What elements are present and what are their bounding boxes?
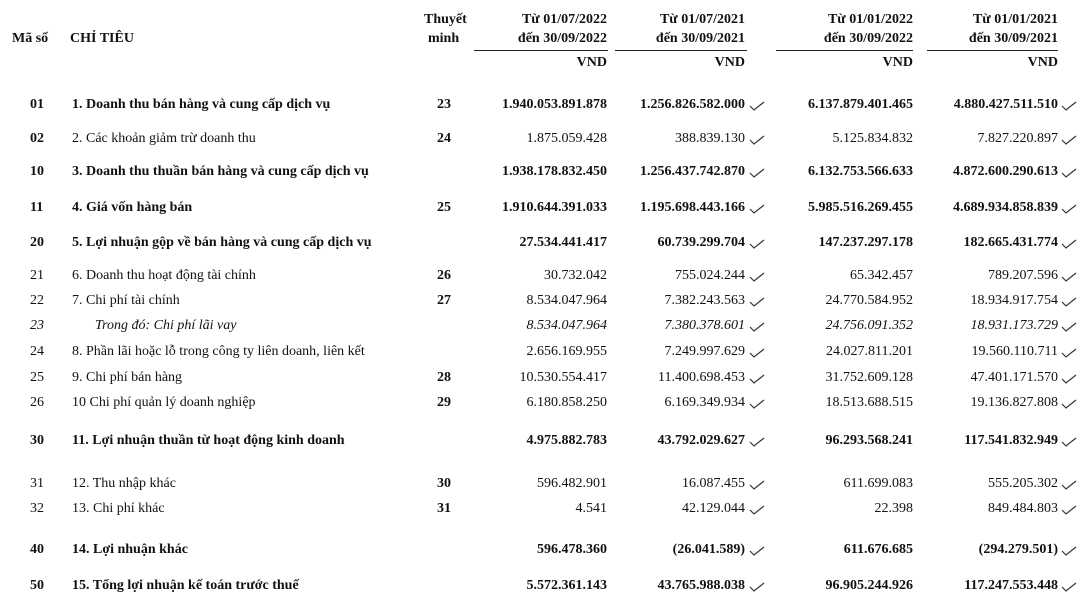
check-mark-icon [748,398,766,410]
row-code: 22 [30,293,44,308]
col4-header-line2: đến 30/09/2021 [968,31,1058,46]
check-mark-icon [1060,296,1078,308]
row-value-q3-2022: 596.482.901 [537,476,607,491]
row-code: 02 [30,131,44,146]
check-mark-icon [1060,271,1078,283]
row-value-9m-2021: 19.560.110.711 [971,344,1058,359]
col1-header-line1: Từ 01/07/2022 [521,12,607,27]
col2-header-line1: Từ 01/07/2021 [659,12,745,27]
check-mark-icon [748,203,766,215]
row-value-q3-2021: 6.169.349.934 [664,395,745,410]
row-value-9m-2021: 117.541.832.949 [964,433,1058,448]
row-value-q3-2021: 1.195.698.443.166 [640,200,745,215]
row-value-9m-2022: 5.985.516.269.455 [808,200,913,215]
row-item: 4. Giá vốn hàng bán [72,200,193,215]
col4-header-rule [927,50,1058,51]
row-value-q3-2022: 10.530.554.417 [519,370,607,385]
row-code: 21 [30,268,44,283]
check-mark-icon [748,373,766,385]
row-value-q3-2022: 8.534.047.964 [526,318,607,333]
row-code: 31 [30,476,44,491]
check-mark-icon [1060,167,1078,179]
row-value-q3-2021: 7.249.997.629 [664,344,745,359]
check-mark-icon [748,134,766,146]
check-mark-icon [748,238,766,250]
row-value-q3-2022: 4.975.882.783 [526,433,607,448]
row-value-q3-2022: 2.656.169.955 [526,344,607,359]
row-item: 5. Lợi nhuận gộp về bán hàng và cung cấp dịch vụ [72,235,372,250]
row-value-q3-2021: 60.739.299.704 [657,235,745,250]
check-mark-icon [1060,347,1078,359]
check-mark-icon [1060,436,1078,448]
col3-currency: VND [882,55,913,70]
col3-header-line1: Từ 01/01/2022 [827,12,913,27]
col3-header-line2: đến 30/09/2022 [823,31,913,46]
row-value-9m-2022: 5.125.834.832 [832,131,913,146]
row-value-9m-2021: 4.880.427.511.510 [953,97,1058,112]
row-value-9m-2022: 65.342.457 [850,268,913,283]
note-header-line1: Thuyết [424,12,467,27]
row-value-9m-2022: 6.132.753.566.633 [808,164,913,179]
row-note: 25 [437,200,451,215]
col1-currency: VND [576,55,607,70]
row-value-q3-2021: 1.256.437.742.870 [640,164,745,179]
row-value-9m-2021: (294.279.501) [978,542,1058,557]
row-value-9m-2021: 7.827.220.897 [977,131,1058,146]
row-code: 24 [30,344,44,359]
row-item: 6. Doanh thu hoạt động tài chính [72,268,256,283]
row-note: 23 [437,97,451,112]
check-mark-icon [1060,545,1078,557]
row-value-9m-2021: 18.931.173.729 [970,318,1058,333]
row-item: 13. Chi phí khác [72,501,165,516]
row-note: 30 [437,476,451,491]
row-value-9m-2022: 611.676.685 [843,542,913,557]
row-value-q3-2021: 43.792.029.627 [657,433,745,448]
row-value-9m-2022: 96.905.244.926 [825,578,913,593]
row-value-9m-2022: 24.027.811.201 [826,344,913,359]
col1-header-line2: đến 30/09/2022 [517,31,607,46]
row-note: 24 [437,131,451,146]
row-value-9m-2022: 611.699.083 [843,476,913,491]
row-item: 9. Chi phí bán hàng [72,370,183,385]
row-item: 2. Các khoản giảm trừ doanh thu [72,131,256,146]
row-value-q3-2021: 7.382.243.563 [664,293,745,308]
row-value-9m-2021: 117.247.553.448 [964,578,1058,593]
check-mark-icon [1060,238,1078,250]
row-value-q3-2022: 1.910.644.391.033 [502,200,607,215]
row-value-9m-2021: 555.205.302 [988,476,1058,491]
row-value-9m-2021: 4.872.600.290.613 [953,164,1058,179]
row-value-9m-2022: 31.752.609.128 [825,370,913,385]
row-value-9m-2022: 24.770.584.952 [825,293,913,308]
check-mark-icon [1060,504,1078,516]
row-value-q3-2021: (26.041.589) [672,542,745,557]
row-value-9m-2022: 6.137.879.401.465 [808,97,913,112]
row-value-9m-2022: 96.293.568.241 [825,433,913,448]
check-mark-icon [1060,479,1078,491]
row-note: 29 [437,395,451,410]
row-value-q3-2021: 755.024.244 [675,268,745,283]
row-value-q3-2021: 1.256.826.582.000 [640,97,745,112]
code-header: Mã số [12,31,49,46]
row-code: 32 [30,501,44,516]
row-note: 27 [437,293,451,308]
row-value-9m-2022: 18.513.688.515 [825,395,913,410]
row-code: 01 [30,97,44,112]
row-value-q3-2022: 5.572.361.143 [526,578,607,593]
row-value-9m-2022: 24.756.091.352 [825,318,913,333]
check-mark-icon [1060,398,1078,410]
row-value-9m-2021: 4.689.934.858.839 [953,200,1058,215]
row-note: 31 [437,501,451,516]
col2-header-rule [615,50,747,51]
row-value-9m-2021: 182.665.431.774 [963,235,1058,250]
check-mark-icon [748,436,766,448]
row-value-q3-2022: 4.541 [575,501,607,516]
row-item: Trong đó: Chi phí lãi vay [95,318,237,333]
row-value-9m-2021: 18.934.917.754 [970,293,1058,308]
check-mark-icon [1060,203,1078,215]
row-item: 11. Lợi nhuận thuần từ hoạt động kinh doanh [72,433,345,448]
row-value-q3-2022: 30.732.042 [544,268,607,283]
row-value-q3-2022: 27.534.441.417 [519,235,607,250]
row-value-9m-2021: 47.401.171.570 [970,370,1058,385]
row-value-q3-2022: 1.938.178.832.450 [502,164,607,179]
check-mark-icon [748,545,766,557]
row-note: 28 [437,370,451,385]
check-mark-icon [748,167,766,179]
row-value-q3-2022: 6.180.858.250 [526,395,607,410]
row-value-q3-2022: 596.478.360 [537,542,607,557]
check-mark-icon [748,100,766,112]
row-value-q3-2021: 7.380.378.601 [664,318,745,333]
col4-currency: VND [1027,55,1058,70]
check-mark-icon [748,321,766,333]
row-value-9m-2022: 147.237.297.178 [818,235,913,250]
col1-header-rule [474,50,608,51]
note-header-line2: minh [428,31,460,46]
row-code: 25 [30,370,44,385]
row-value-q3-2022: 8.534.047.964 [526,293,607,308]
row-code: 11 [30,200,44,215]
row-item: 7. Chi phí tài chính [72,293,180,308]
row-item: 3. Doanh thu thuần bán hàng và cung cấp dịch vụ [72,164,369,179]
row-value-9m-2021: 849.484.803 [988,501,1058,516]
row-item: 15. Tổng lợi nhuận kế toán trước thuế [72,578,299,593]
check-mark-icon [1060,321,1078,333]
check-mark-icon [748,296,766,308]
row-value-q3-2021: 11.400.698.453 [658,370,745,385]
row-note: 26 [437,268,451,283]
row-value-9m-2021: 19.136.827.808 [970,395,1058,410]
check-mark-icon [748,504,766,516]
row-item: 12. Thu nhập khác [72,476,176,491]
check-mark-icon [748,581,766,593]
row-code: 30 [30,433,44,448]
row-item: 1. Doanh thu bán hàng và cung cấp dịch vụ [72,97,331,112]
row-value-q3-2021: 43.765.988.038 [657,578,745,593]
row-code: 50 [30,578,44,593]
row-item: 8. Phần lãi hoặc lỗ trong công ty liên doanh, liên kết [72,344,365,359]
row-value-9m-2021: 789.207.596 [988,268,1058,283]
check-mark-icon [748,271,766,283]
check-mark-icon [1060,581,1078,593]
row-code: 10 [30,164,44,179]
row-item: 10 Chi phí quản lý doanh nghiệp [72,395,256,410]
row-value-q3-2021: 388.839.130 [675,131,745,146]
row-code: 40 [30,542,44,557]
check-mark-icon [1060,100,1078,112]
item-header: CHỈ TIÊU [70,31,134,46]
check-mark-icon [748,347,766,359]
col2-currency: VND [714,55,745,70]
row-value-q3-2021: 42.129.044 [682,501,745,516]
row-value-q3-2021: 16.087.455 [682,476,745,491]
check-mark-icon [748,479,766,491]
row-item: 14. Lợi nhuận khác [72,542,188,557]
col4-header-line1: Từ 01/01/2021 [972,12,1058,27]
col2-header-line2: đến 30/09/2021 [655,31,745,46]
check-mark-icon [1060,134,1078,146]
row-value-q3-2022: 1.875.059.428 [526,131,607,146]
row-code: 23 [30,318,44,333]
row-value-9m-2022: 22.398 [874,501,913,516]
row-value-q3-2022: 1.940.053.891.878 [502,97,607,112]
check-mark-icon [1060,373,1078,385]
row-code: 20 [30,235,44,250]
row-code: 26 [30,395,44,410]
col3-header-rule [776,50,913,51]
